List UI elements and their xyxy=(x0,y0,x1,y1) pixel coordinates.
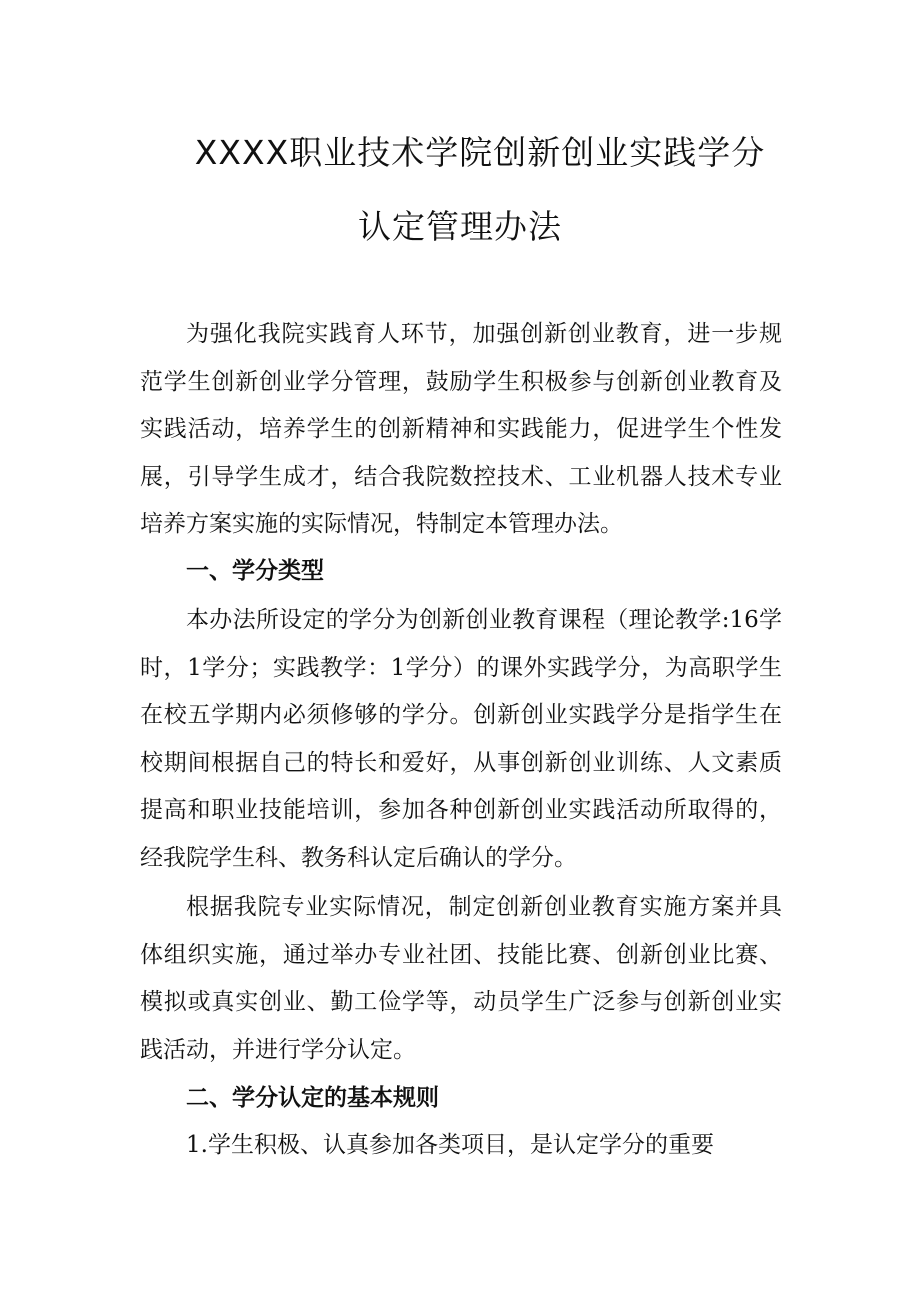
document-title-line1: XXXX职业技术学院创新创业实践学分 xyxy=(194,133,766,172)
section2-item-1: 1.学生积极、认真参加各类项目，是认定学分的重要 xyxy=(186,1132,714,1158)
section2-heading: 二、学分认定的基本规则 xyxy=(186,1085,439,1111)
section1-paragraph-2: 根据我院专业实际情况，制定创新创业教育实施方案并具体组织实施，通过举办专业社团、技能比赛、创新创业比赛、模拟或真实创业、勤工俭学等，动员学生广泛参与创新创业实践活动，并进行学分认定。 xyxy=(140,894,782,1063)
document-title-line2: 认定管理办法 xyxy=(358,207,562,246)
section1-paragraph-1: 本办法所设定的学分为创新创业教育课程（理论教学:16学时，1学分；实践教学：1学分）的课外实践学分，为高职学生在校五学期内必须修够的学分。创新创业实践学分是指学生在校期间根据自己的特长和爱好，从事创新创业训练、人文素质提高和职业技能培训，参加各种创新创业实践活动所取得的，经我院学生科、教务科认定后确认的学分。 xyxy=(140,607,782,871)
intro-paragraph: 为强化我院实践育人环节，加强创新创业教育，进一步规范学生创新创业学分管理，鼓励学生积极参与创新创业教育及实践活动，培养学生的创新精神和实践能力，促进学生个性发展，引导学生成才，结合我院数控技术、工业机器人技术专业培养方案实施的实际情况，特制定本管理办法。 xyxy=(140,321,782,538)
section1-heading: 一、学分类型 xyxy=(186,558,324,584)
